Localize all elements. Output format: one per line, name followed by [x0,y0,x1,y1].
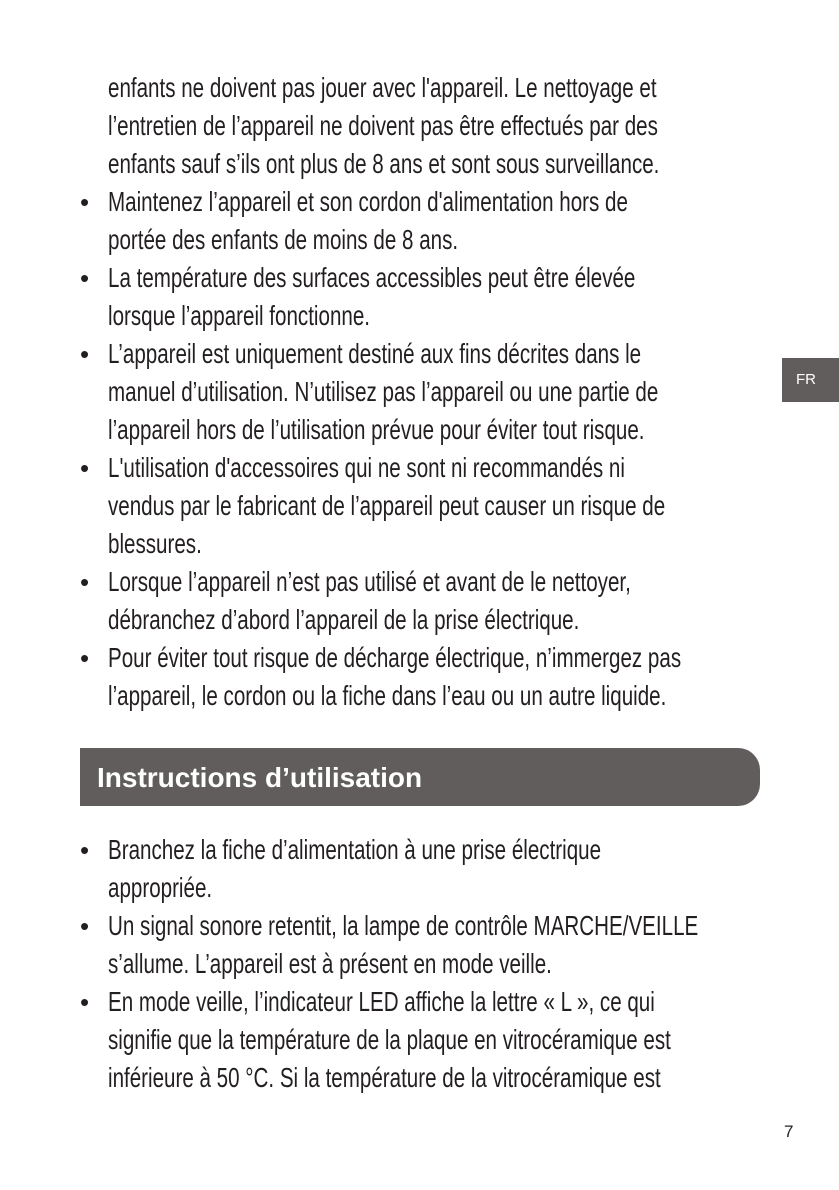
bullet-icon: • [80,987,90,1017]
list-item-line: inférieure à 50 °C. Si la température de la vitrocéramique est [108,1062,661,1093]
list-item-line: portée des enfants de moins de 8 ans. [108,224,459,255]
list-item-line: vendus par le fabricant de l’appareil peut causer un risque de [108,490,666,521]
list-item-line: Un signal sonore retentit, la lampe de contrôle MARCHE/VEILLE [108,910,699,941]
list-item-line: Lorsque l’appareil n’est pas utilisé et avant de le nettoyer, [108,566,631,597]
list-item-line: débranchez d’abord l’appareil de la prise électrique. [108,604,580,635]
paragraph-line: enfants ne doivent pas jouer avec l'appareil. Le nettoyage et [108,72,657,103]
section-title: Instructions d’utilisation [97,762,423,793]
list-item-line: Maintenez l’appareil et son cordon d'alimentation hors de [108,186,628,217]
list-item-line: Branchez la fiche d’alimentation à une prise électrique [108,834,602,865]
section-header [80,748,760,806]
list-item-line: signifie que la température de la plaque en vitrocéramique est [108,1024,671,1055]
list-item-line: lorsque l’appareil fonctionne. [108,300,370,331]
list-item-line: s’allume. L’appareil est à présent en mode veille. [108,948,552,979]
list-item-line: L'utilisation d'accessoires qui ne sont ni recommandés ni [108,452,625,483]
bullet-icon: • [80,263,90,293]
bullet-icon: • [80,567,90,597]
bullet-icon: • [80,835,90,865]
paragraph-line: enfants sauf s’ils ont plus de 8 ans et sont sous surveillance. [108,148,660,179]
language-tab: FR [782,358,839,402]
bullet-icon: • [80,911,90,941]
list-item-line: En mode veille, l’indicateur LED affiche la lettre « L », ce qui [108,986,655,1017]
list-item-line: appropriée. [108,872,213,903]
list-item-line: l’appareil hors de l’utilisation prévue pour éviter tout risque. [108,414,645,445]
bullet-icon: • [80,453,90,483]
bullet-icon: • [80,187,90,217]
list-item-line: L’appareil est uniquement destiné aux fins décrites dans le [108,338,642,369]
bullet-icon: • [80,339,90,369]
list-item-line: manuel d’utilisation. N’utilisez pas l’appareil ou une partie de [108,376,659,407]
list-item-line: blessures. [108,528,202,559]
page-number: 7 [784,1122,794,1141]
list-item-line: l’appareil, le cordon ou la fiche dans l’eau ou un autre liquide. [108,680,667,711]
bullet-icon: • [80,643,90,673]
paragraph-line: l’entretien de l’appareil ne doivent pas être effectués par des [108,110,658,141]
list-item-line: Pour éviter tout risque de décharge électrique, n’immergez pas [108,642,682,673]
list-item-line: La température des surfaces accessibles peut être élevée [108,262,636,293]
